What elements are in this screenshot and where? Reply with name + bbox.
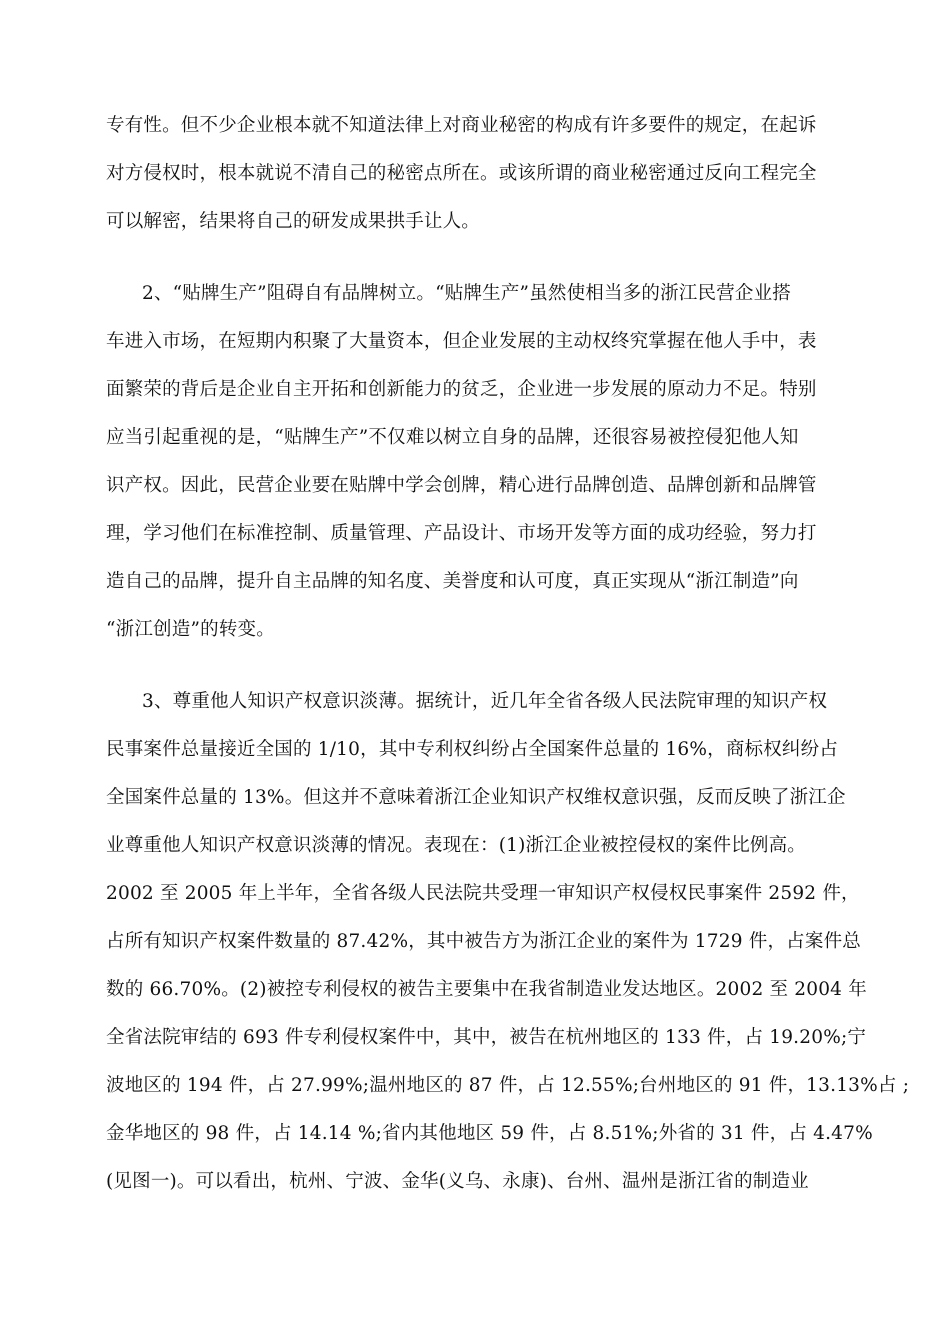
text-line: 车进入市场，在短期内积聚了大量资本，但企业发展的主动权终究掌握在他人手中，表 [106, 331, 817, 352]
text-line: “浙江创造”的转变。 [106, 619, 275, 640]
text-line: 数的 66.70%。(2)被控专利侵权的被告主要集中在我省制造业发达地区。2002 至 2004 年 [106, 979, 867, 1000]
text-line: 应当引起重视的是，“贴牌生产”不仅难以树立自身的品牌，还很容易被控侵犯他人知 [106, 427, 799, 448]
text-line: 识产权。因此，民营企业要在贴牌中学会创牌，精心进行品牌创造、品牌创新和品牌管 [106, 475, 817, 496]
text-line: 2002 至 2005 年上半年，全省各级人民法院共受理一审知识产权侵权民事案件 2592 件， [106, 883, 860, 904]
text-line: 业尊重他人知识产权意识淡薄的情况。表现在：(1)浙江企业被控侵权的案件比例高。 [106, 835, 807, 856]
text-line: (见图一)。可以看出，杭州、宁波、金华(义乌、永康)、台州、温州是浙江省的制造业 [106, 1171, 809, 1192]
text-line: 全国案件总量的 13%。但这并不意味着浙江企业知识产权维权意识强，反而反映了浙江企 [106, 787, 846, 808]
paragraph-2-first-line: 2、“贴牌生产”阻碍自有品牌树立。“贴牌生产”虽然使相当多的浙江民营企业搭 [142, 283, 792, 304]
text-line: 理，学习他们在标准控制、质量管理、产品设计、市场开发等方面的成功经验，努力打 [106, 523, 817, 544]
text-line: 波地区的 194 件，占 27.99%;温州地区的 87 件，占 12.55%;台州地区的 91 件，13.13%占 ; [106, 1075, 910, 1096]
text-line: 占所有知识产权案件数量的 87.42%，其中被告方为浙江企业的案件为 1729 件，占案件总 [106, 931, 861, 952]
text-line: 面繁荣的背后是企业自主开拓和创新能力的贫乏，企业进一步发展的原动力不足。特别 [106, 379, 817, 400]
text-line: 民事案件总量接近全国的 1/10，其中专利权纠纷占全国案件总量的 16%，商标权纠纷占 [106, 739, 839, 760]
text-line: 对方侵权时，根本就说不清自己的秘密点所在。或该所谓的商业秘密通过反向工程完全 [106, 163, 817, 184]
text-line: 全省法院审结的 693 件专利侵权案件中，其中，被告在杭州地区的 133 件，占 19.20%;宁 [106, 1027, 867, 1048]
text-line: 专有性。但不少企业根本就不知道法律上对商业秘密的构成有许多要件的规定，在起诉 [106, 115, 817, 136]
paragraph-3-first-line: 3、尊重他人知识产权意识淡薄。据统计，近几年全省各级人民法院审理的知识产权 [142, 691, 828, 712]
text-line: 造自己的品牌，提升自主品牌的知名度、美誉度和认可度，真正实现从“浙江制造”向 [106, 571, 799, 592]
text-line: 金华地区的 98 件，占 14.14 %;省内其他地区 59 件，占 8.51%;外省的 31 件，占 4.47% [106, 1123, 873, 1144]
text-line: 可以解密，结果将自己的研发成果拱手让人。 [106, 211, 481, 232]
